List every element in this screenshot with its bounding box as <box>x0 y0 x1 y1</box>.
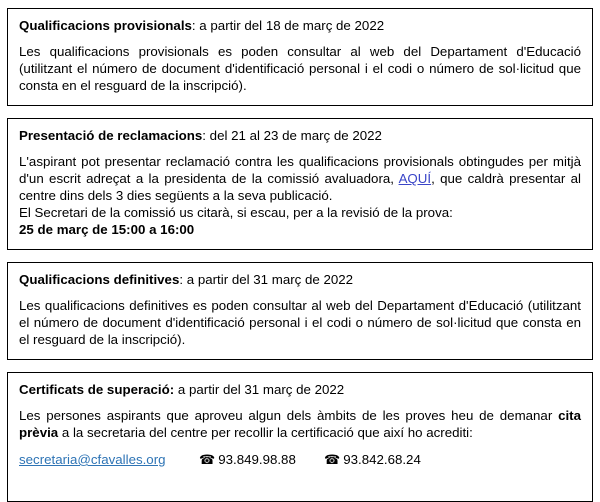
cita-previa-emphasis: cita prèvia <box>19 408 581 440</box>
body-text-before-bold: Les persones aspirants que aproveu algun dels àmbits de les proves heu de demanar <box>19 408 559 423</box>
contact-row <box>19 451 581 469</box>
heading-date: a partir del 31 març de 2022 <box>174 382 345 397</box>
notice-box-claims <box>7 118 593 250</box>
revision-info <box>19 204 581 238</box>
email-cell <box>19 451 199 468</box>
notice-heading <box>19 271 581 288</box>
phone-cell-2 <box>324 451 449 469</box>
email-link[interactable]: secretaria@cfavalles.org <box>19 452 166 467</box>
notice-box-definitive-qualifications <box>7 262 593 360</box>
revision-time: 25 de març de 15:00 a 16:00 <box>19 222 195 237</box>
heading-title: Qualificacions provisionals <box>19 18 192 33</box>
heading-date: : a partir del 18 de març de 2022 <box>191 18 385 33</box>
notice-heading <box>19 17 581 34</box>
aqui-link[interactable]: AQUÍ <box>398 171 432 186</box>
phone-number-2: 93.842.68.24 <box>343 452 421 467</box>
heading-title: Qualificacions definitives <box>19 272 180 287</box>
phone-icon: ☎ <box>324 453 341 468</box>
heading-title: Certificats de superació: <box>19 382 175 397</box>
phone-number-1: 93.849.98.88 <box>218 452 296 467</box>
notice-box-certificates <box>7 372 593 502</box>
heading-title: Presentació de reclamacions <box>19 128 203 143</box>
body-text-after-link: , que caldrà presentar al centre dins dels 3 dies següents a la seva publicació. <box>19 171 581 203</box>
notice-heading <box>19 127 581 144</box>
phone-cell-1 <box>199 451 324 469</box>
notice-body: Les qualificacions provisionals es poden consultar al web del Departament d'Educació (utilitzant el número de document d'identificació personal i el codi o número de sol·licitud que consta en el resguard de la inscripció). <box>19 44 581 93</box>
phone-icon: ☎ <box>199 453 216 468</box>
body-text-after-bold: a la secretaria del centre per recollir la certificació que així ho acrediti: <box>58 425 473 440</box>
heading-date: : del 21 al 23 de març de 2022 <box>202 128 382 143</box>
notice-heading <box>19 381 581 398</box>
body-text-before-link: L'aspirant pot presentar reclamació contra les qualificacions provisionals obtingudes per mitjà d'un escrit adreçat a la presidenta de la comissió avaluadora, <box>19 154 581 186</box>
notice-body <box>19 407 581 441</box>
heading-date: : a partir del 31 març de 2022 <box>179 272 354 287</box>
notice-body: Les qualificacions definitives es poden consultar al web del Departament d'Educació (utilitzant el número de document d'identificació personal i el codi o número de sol·licitud que consta en el resguard de la inscripció). <box>19 298 581 347</box>
notice-box-provisional-qualifications <box>7 8 593 106</box>
secretary-line: El Secretari de la comissió us citarà, si escau, per a la revisió de la prova: <box>19 205 453 220</box>
notice-body <box>19 153 581 204</box>
